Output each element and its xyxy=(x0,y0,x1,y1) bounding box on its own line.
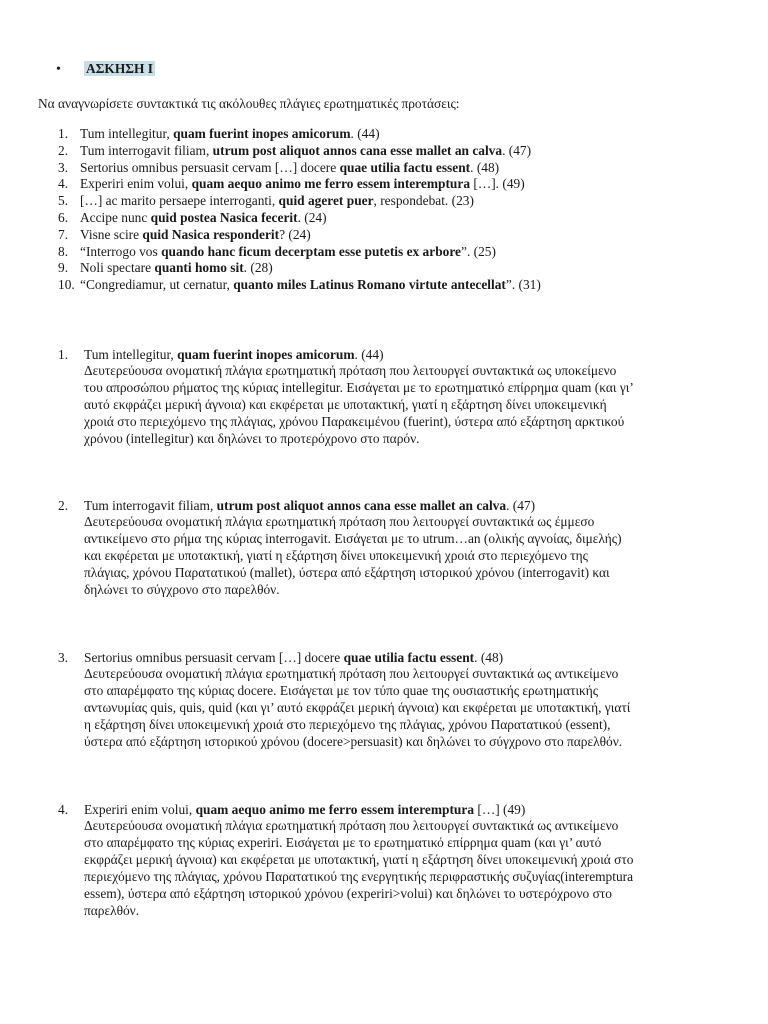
question-clause: utrum post aliquot annos cana esse mallet an calva xyxy=(212,142,503,158)
question-number: 1. xyxy=(58,126,69,141)
question-number: 3. xyxy=(58,159,69,175)
bullet-icon: • xyxy=(56,62,61,77)
question-number: 10. xyxy=(58,277,75,293)
question-clause: quid ageret puer xyxy=(278,193,374,209)
answer-suffix: . (48) xyxy=(474,650,504,665)
question-prefix: Tum intellegitur, xyxy=(80,126,174,141)
explanation-line: στο απαρέμφατο της κύριας experiri. Εισάγεται με το ερωτηματικό επίρρημα quam (και γι’ αυτό xyxy=(84,834,602,850)
answer-prefix: Sertorius omnibus persuasit cervam […] docere xyxy=(84,650,344,665)
question-item xyxy=(38,260,738,277)
question-suffix: . (47) xyxy=(502,142,532,158)
explanation-line: η εξάρτηση δίνει υποκειμενική χροιά στο περιεχόμενο της πλάγιας, χρόνου Παρατατικού (essent), xyxy=(84,716,611,732)
question-item xyxy=(38,210,738,227)
question-clause: quanti homo sit xyxy=(154,260,244,276)
answer-explanation xyxy=(58,514,738,599)
answer-clause: quam fuerint inopes amicorum xyxy=(177,347,355,362)
question-prefix: Sertorius omnibus persuasit cervam […] docere xyxy=(80,159,340,175)
question-clause: quam fuerint inopes amicorum xyxy=(173,126,351,141)
question-suffix: , respondebat. (23) xyxy=(373,193,474,209)
exercise-title: ΑΣΚΗΣΗ Ι xyxy=(86,61,153,76)
answer-sentence xyxy=(84,801,525,818)
answer-block xyxy=(58,497,738,599)
answer-explanation xyxy=(58,666,738,751)
explanation-line: δηλώνει το σύγχρονο στο παρελθόν. xyxy=(84,581,280,597)
question-text xyxy=(80,176,738,193)
answer-prefix: Tum interrogavit filiam, xyxy=(84,498,217,513)
explanation-line: Δευτερεύουσα ονοματική πλάγια ερωτηματική πρόταση που λειτουργεί συντακτικά ως υποκείμενο xyxy=(84,363,617,378)
question-text xyxy=(80,260,738,277)
question-suffix: […]. (49) xyxy=(470,176,525,192)
instruction-text: Να αναγνωρίσετε συντακτικά τις ακόλουθες πλάγιες ερωτηματικές προτάσεις: xyxy=(38,96,460,111)
question-text xyxy=(80,160,738,177)
answer-suffix: […] (49) xyxy=(474,802,526,817)
question-item xyxy=(38,176,738,193)
question-prefix: Experiri enim volui, xyxy=(80,176,192,192)
explanation-line: ύστερα από εξάρτηση ιστορικού χρόνου (docere>persuasit) και δηλώνει το σύγχρονο στο παρελθόν. xyxy=(84,733,623,749)
question-number: 9. xyxy=(58,260,69,276)
answer-explanation xyxy=(58,363,738,448)
answer-heading xyxy=(58,497,738,514)
question-suffix: ”. (31) xyxy=(505,277,541,293)
question-number: 2. xyxy=(58,142,69,158)
question-text xyxy=(80,210,738,227)
explanation-line: του απροσώπου ρήματος της κύριας intellegitur. Εισάγεται με το ερωτηματικό επίρρημα quam (και γι’ xyxy=(84,379,634,395)
answer-block xyxy=(58,801,738,919)
question-text xyxy=(80,244,738,261)
question-text xyxy=(80,227,738,244)
answer-clause: utrum post aliquot annos cana esse mallet an calva xyxy=(216,498,507,513)
explanation-line: Δευτερεύουσα ονοματική πλάγια ερωτηματική πρόταση που λειτουργεί συντακτικά ως αντικείμενο xyxy=(84,666,619,681)
answer-sentence xyxy=(84,346,384,363)
explanation-line: στο απαρέμφατο της κύριας docere. Εισάγεται με τον τύπο quae της ουσιαστικής ερωτηματικής xyxy=(84,682,599,698)
question-text xyxy=(80,193,738,210)
question-prefix: Accipe nunc xyxy=(80,209,151,225)
question-suffix: . (28) xyxy=(243,260,273,276)
explanation-line: Δευτερεύουσα ονοματική πλάγια ερωτηματική πρόταση που λειτουργεί συντακτικά ως αντικείμενο xyxy=(84,818,619,833)
question-suffix: . (48) xyxy=(470,159,500,175)
question-prefix: […] ac marito persaepe interroganti, xyxy=(80,193,279,209)
explanation-line: χροιά στο περιεχόμενο της πλάγιας, χρόνου Παρακειμένου (fuerint), ύστερα από εξάρτηση αρκτικού xyxy=(84,413,625,429)
question-suffix: . (24) xyxy=(297,209,327,225)
question-number: 8. xyxy=(58,243,69,259)
question-prefix: Visne scire xyxy=(80,226,143,242)
question-list xyxy=(38,126,738,294)
question-number: 7. xyxy=(58,226,69,242)
question-text xyxy=(80,126,738,143)
answer-sentence xyxy=(84,649,503,666)
explanation-line: αντωνυμίας quis, quis, quid (και γι’ αυτό εκφράζει μερική άγνοια) και εκφέρεται με υποτακτική, γιατί xyxy=(84,699,631,715)
explanation-line: εκφράζει μερική άγνοια) και εκφέρεται με υποτακτική, γιατί η εξάρτηση δίνει υποκειμενική χροιά στο xyxy=(84,851,634,867)
answer-heading xyxy=(58,649,738,666)
answer-suffix: . (44) xyxy=(354,347,384,362)
answer-prefix: Experiri enim volui, xyxy=(84,802,196,817)
answer-number: 3. xyxy=(58,650,69,665)
explanation-line: πλάγιας, χρόνου Παρατατικού (mallet), ύστερα από εξάρτηση ιστορικού χρόνου (interrogavit) και xyxy=(84,564,610,580)
answer-number: 1. xyxy=(58,347,69,362)
question-item xyxy=(38,160,738,177)
question-prefix: “Congrediamur, ut cernatur, xyxy=(80,277,234,293)
question-item xyxy=(38,227,738,244)
answer-prefix: Tum intellegitur, xyxy=(84,347,178,362)
question-text xyxy=(80,143,738,160)
question-suffix: . (44) xyxy=(350,126,380,141)
answer-clause: quae utilia factu essent xyxy=(343,650,475,665)
answer-explanation xyxy=(58,818,738,919)
question-number: 6. xyxy=(58,209,69,225)
explanation-line: παρελθόν. xyxy=(84,902,140,918)
question-clause: quando hanc ficum decerptam esse putetis ex arbore xyxy=(161,243,461,259)
answer-block xyxy=(58,346,738,448)
question-clause: quid postea Nasica fecerit xyxy=(150,209,298,225)
question-clause: quam aequo animo me ferro essem interemptura xyxy=(191,176,471,192)
question-suffix: ”. (25) xyxy=(461,243,496,259)
answer-number: 2. xyxy=(58,498,69,513)
answer-clause: quam aequo animo me ferro essem interemptura xyxy=(195,802,475,817)
question-prefix: Noli spectare xyxy=(80,260,155,276)
explanation-line: Δευτερεύουσα ονοματική πλάγια ερωτηματική πρόταση που λειτουργεί συντακτικά ως έμμεσο xyxy=(84,514,595,529)
answer-heading xyxy=(58,801,738,818)
question-prefix: Tum interrogavit filiam, xyxy=(80,142,213,158)
explanation-line: αντικείμενο στο ρήμα της κύριας interrogavit. Εισάγεται με το utrum…an (ολικής αγνοίας, διμελής) xyxy=(84,530,622,546)
question-item xyxy=(38,244,738,261)
explanation-line: χρόνου (intellegitur) και δηλώνει το προτερόχρονο στο παρόν. xyxy=(84,430,420,446)
question-item xyxy=(38,193,738,210)
question-text xyxy=(80,277,738,294)
explanation-line: και εκφέρεται με υποτακτική, γιατί η εξάρτηση δίνει υποκειμενική χροιά στο περιεχόμενο της xyxy=(84,547,588,563)
question-item xyxy=(38,277,738,294)
question-item xyxy=(38,143,738,160)
question-prefix: “Interrogo vos xyxy=(80,243,162,259)
exercise-heading xyxy=(56,60,155,78)
question-clause: quanto miles Latinus Romano virtute antecellat xyxy=(233,277,506,293)
question-clause: quid Nasica responderit xyxy=(142,226,280,242)
question-number: 4. xyxy=(58,176,69,192)
question-item xyxy=(38,126,738,143)
explanation-line: αυτό εκφράζει μερική άγνοια) και εκφέρεται με υποτακτική, γιατί η εξάρτηση δίνει υποκειμενική xyxy=(84,396,607,412)
answer-number: 4. xyxy=(58,802,69,817)
explanation-line: περιεχόμενο της πλάγιας, χρόνου Παρατατικού της ενεργητικής περιφραστικής συζυγίας(interemptura xyxy=(84,868,634,884)
answer-block xyxy=(58,649,738,751)
question-suffix: ? (24) xyxy=(279,226,311,242)
answer-sentence xyxy=(84,497,535,514)
explanation-line: essem), ύστερα από εξάρτηση ιστορικού χρόνου (experiri>volui) και δηλώνει το υστερόχρονο στο xyxy=(84,885,612,901)
question-clause: quae utilia factu essent xyxy=(339,159,471,175)
answer-heading xyxy=(58,346,738,363)
answer-suffix: . (47) xyxy=(506,498,536,513)
question-number: 5. xyxy=(58,193,69,209)
